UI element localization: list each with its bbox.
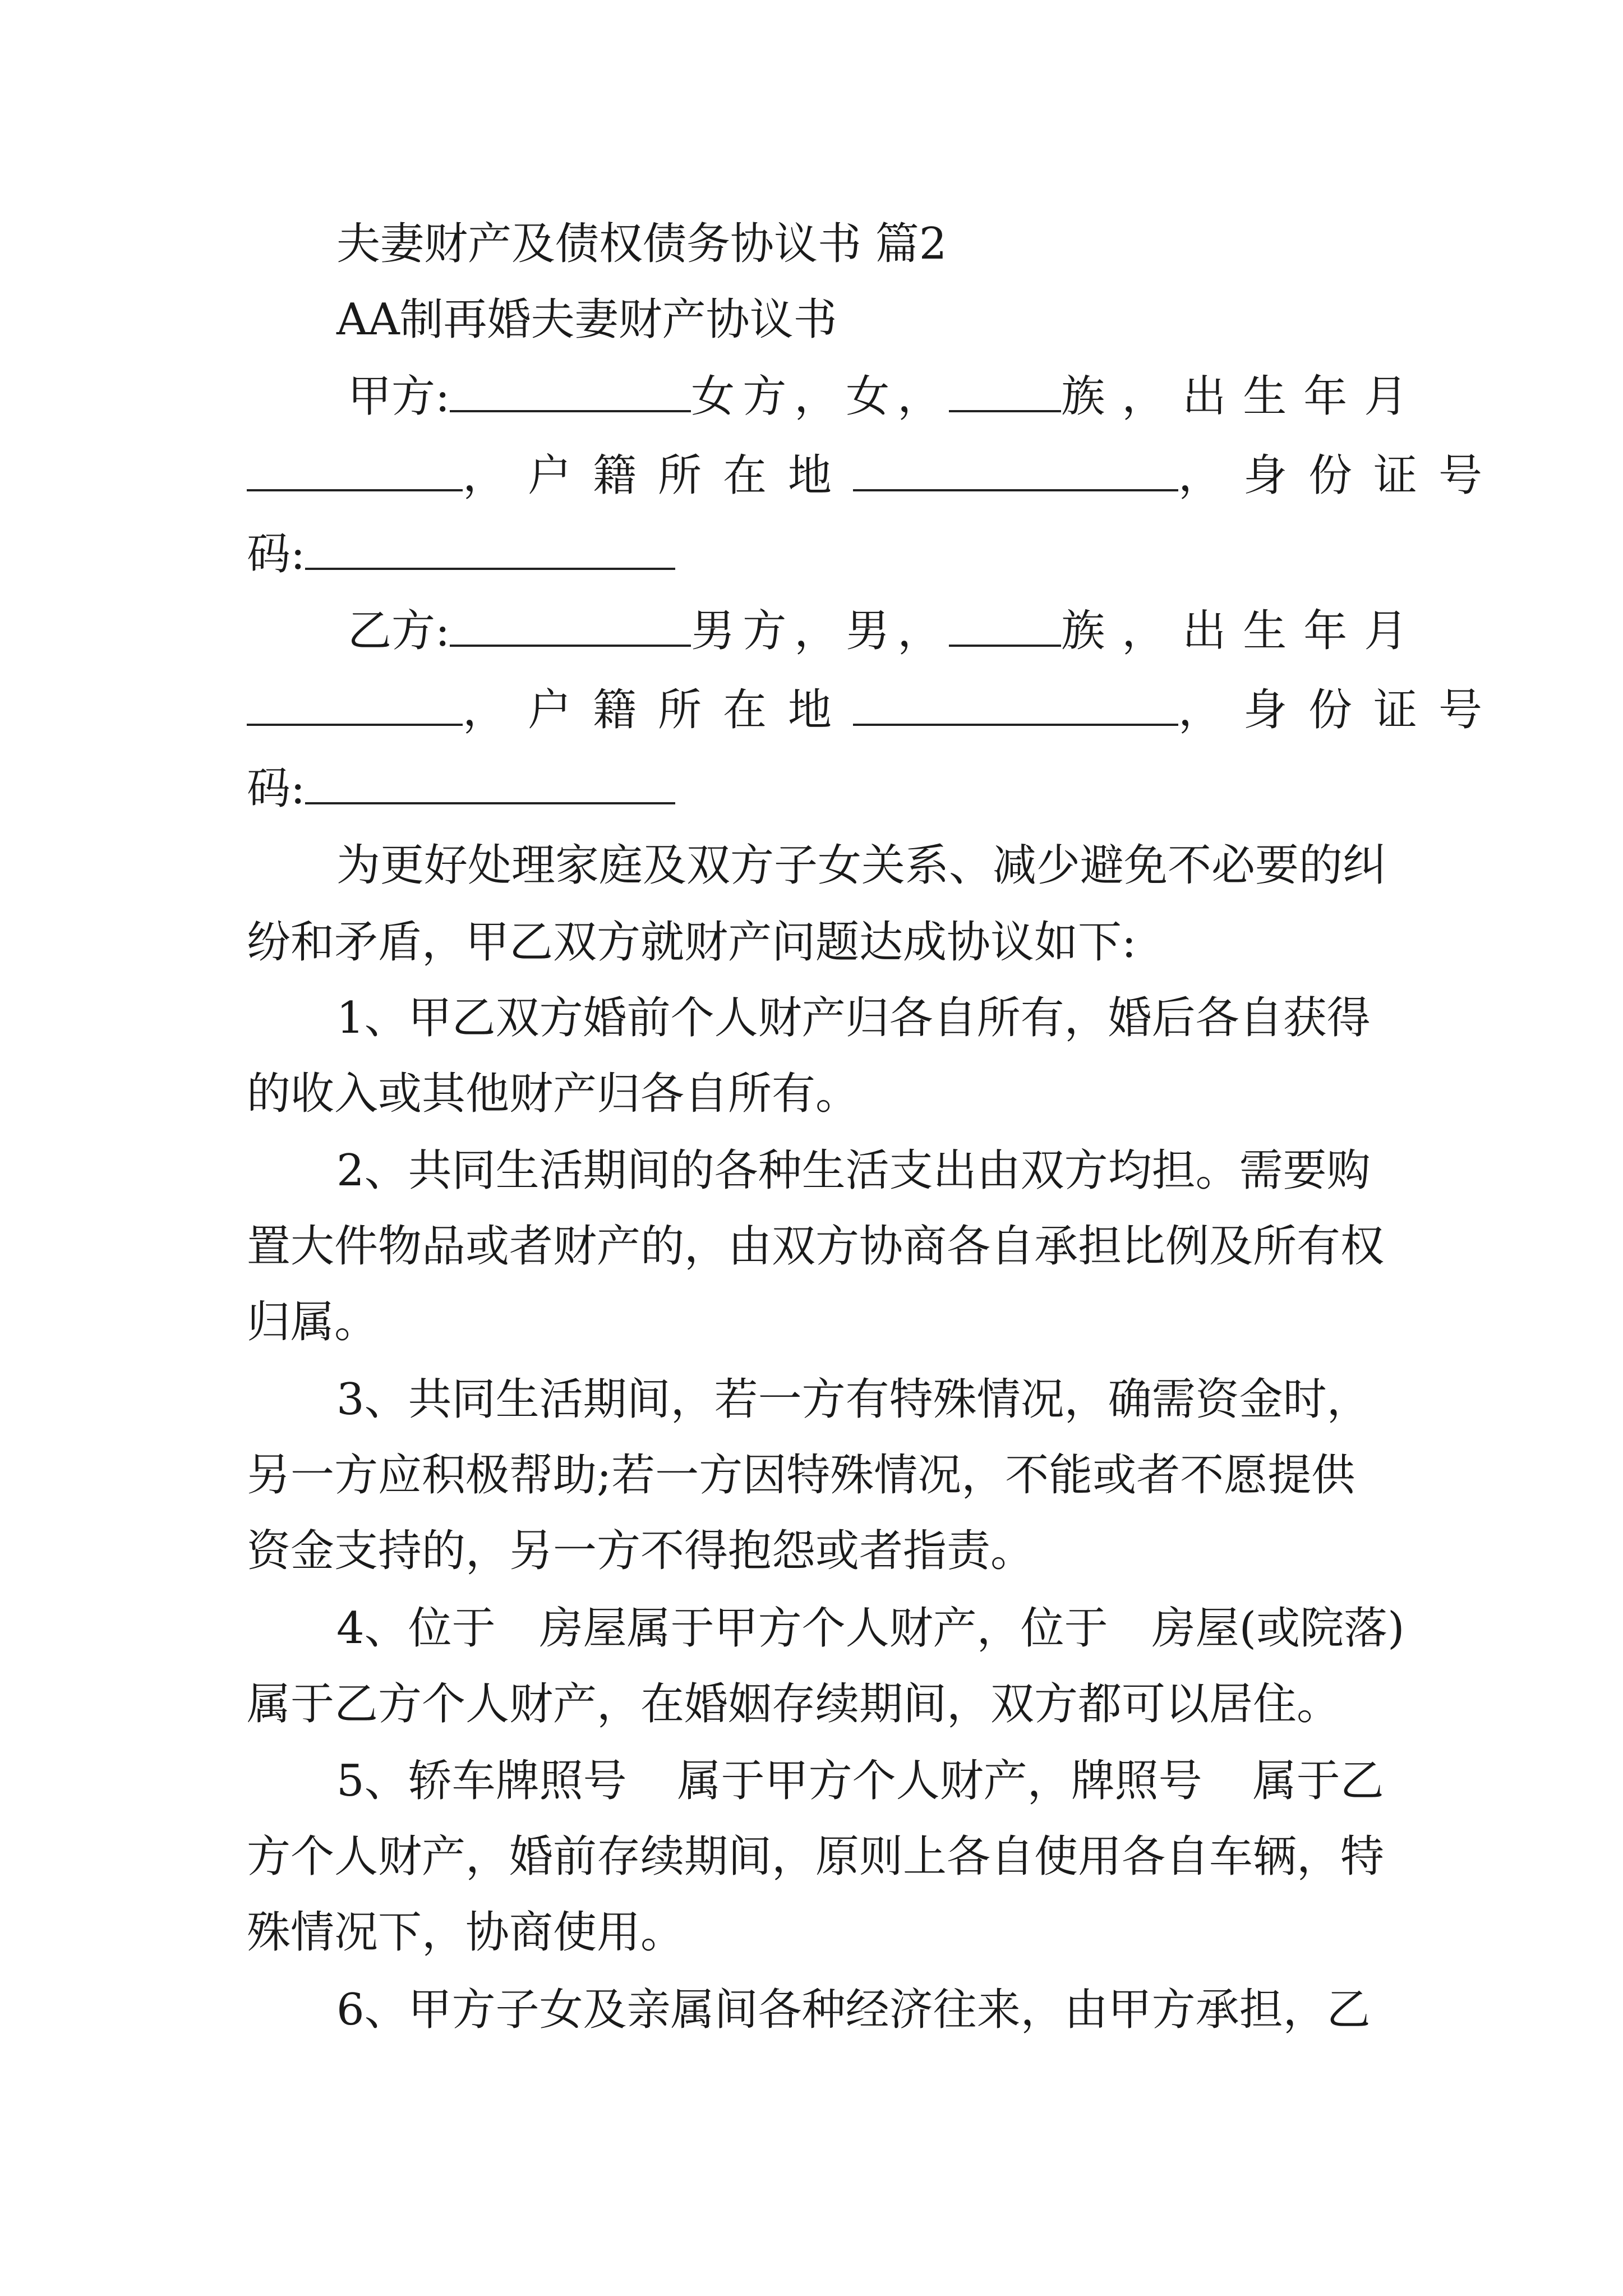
party-b-id: ，身份证号 (1178, 685, 1504, 735)
clause-2-line-3: 归属。 (247, 1297, 379, 1347)
party-b-ethnic: 族，出生年月 (1061, 606, 1425, 656)
ethnic-blank (949, 410, 1061, 412)
clause-4-part-b: 房屋属于甲方个人财产，位于 (539, 1603, 1108, 1654)
party-b-label: 乙方: (348, 606, 450, 656)
party-b-ma: 码: (247, 763, 306, 814)
clause-6-line-1: 6、甲方子女及亲属间各种经济往来，由甲方承担，乙 (336, 1985, 1371, 2035)
party-b-line-3 (247, 749, 1380, 828)
clause-2-line-1: 2、共同生活期间的各种生活支出由双方均担。需要购 (336, 1145, 1371, 1196)
clause-3-line-3: 资金支持的，另一方不得抱怨或者指责。 (247, 1526, 1035, 1576)
id-blank (305, 568, 675, 570)
clause-5-line-3: 殊情况下，协商使用。 (247, 1907, 685, 1958)
clause-2-line-2: 置大件物品或者财产的，由双方协商各自承担比例及所有权 (247, 1221, 1385, 1272)
clause-4-line-1 (336, 1589, 1405, 1668)
intro-line-2: 纷和矛盾，甲乙双方就财产问题达成协议如下: (247, 917, 1137, 968)
party-a-line-2 (247, 436, 1504, 515)
party-a-gender: 女方，女， (691, 371, 949, 422)
party-a-ethnic: 族，出生年月 (1061, 371, 1425, 422)
ethnic-blank (949, 645, 1061, 647)
clause-5-part-b: 属于甲方个人财产，牌照号 (677, 1756, 1202, 1806)
clause-1-line-1: 1、甲乙双方婚前个人财产归各自所有，婚后各自获得 (336, 993, 1371, 1043)
party-a-id: ，身份证号 (1178, 450, 1504, 501)
huji-blank (853, 724, 1178, 726)
document-subtitle: AA制再婚夫妻财产协议书 (336, 295, 837, 345)
clause-1-line-2: 的收入或其他财产归各自所有。 (247, 1069, 860, 1119)
clause-5-part-c: 属于乙 (1252, 1756, 1384, 1806)
name-blank (450, 410, 691, 412)
id-blank (305, 802, 675, 804)
name-blank (450, 645, 691, 647)
clause-5-line-1 (336, 1742, 1384, 1820)
clause-5-line-2: 方个人财产，婚前存续期间，原则上各自使用各自车辆，特 (247, 1832, 1385, 1882)
clause-4-line-2: 属于乙方个人财产，在婚姻存续期间，双方都可以居住。 (247, 1679, 1341, 1729)
document-title: 夫妻财产及债权债务协议书 篇2 (336, 219, 947, 269)
clause-3-line-2: 另一方应积极帮助;若一方因特殊情况，不能或者不愿提供 (247, 1450, 1355, 1501)
party-b-huji: ，户籍所在地 (463, 685, 854, 735)
party-b-gender: 男方，男， (691, 606, 949, 656)
clause-4-part-a: 4、位于 (336, 1603, 496, 1654)
party-a-label: 甲方: (348, 371, 450, 422)
birth-blank (247, 724, 463, 726)
clause-3-line-1: 3、共同生活期间，若一方有特殊情况，确需资金时， (336, 1374, 1371, 1425)
clause-4-part-c: 房屋(或院落) (1151, 1603, 1405, 1654)
birth-blank (247, 489, 463, 491)
huji-blank (853, 489, 1178, 491)
party-a-line-3 (247, 515, 1380, 593)
party-a-line-1 (348, 357, 1425, 436)
intro-line-1: 为更好处理家庭及双方子女关系、减少避免不必要的纠 (336, 840, 1387, 891)
party-b-line-1 (348, 592, 1425, 670)
party-a-huji: ，户籍所在地 (463, 450, 854, 501)
party-a-ma: 码: (247, 529, 306, 579)
clause-5-part-a: 5、轿车牌照号 (336, 1756, 627, 1806)
party-b-line-2 (247, 671, 1504, 749)
